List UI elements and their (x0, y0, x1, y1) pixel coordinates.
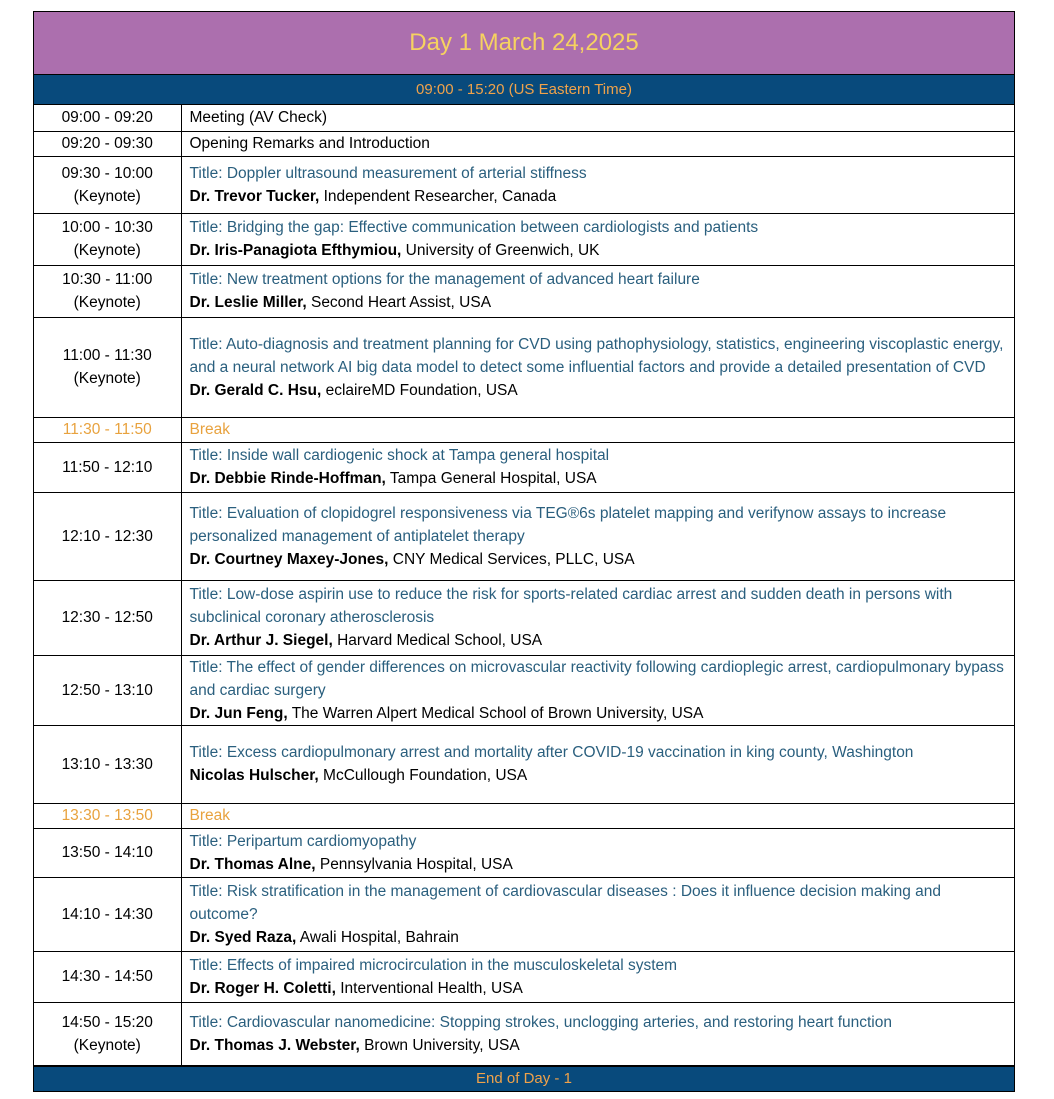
speaker-line (190, 291, 1009, 314)
keynote-label: (Keynote) (73, 187, 141, 205)
time-cell (34, 655, 181, 725)
time-range: 14:50 - 15:20 (61, 1013, 153, 1031)
speaker-affiliation: University of Greenwich, UK (401, 242, 600, 259)
time-cell (34, 951, 181, 1002)
session-row (34, 213, 1014, 265)
time-range: 13:30 - 13:50 (61, 807, 153, 824)
session-label: Opening Remarks and Introduction (189, 135, 430, 152)
speaker-line (190, 548, 1009, 571)
speaker-name: Dr. Courtney Maxey-Jones, (189, 550, 389, 568)
session-cell (181, 492, 1014, 580)
speaker-name: Nicolas Hulscher, (189, 767, 319, 784)
session-row (34, 265, 1014, 317)
speaker-affiliation: Second Heart Assist, USA (306, 294, 492, 311)
speaker-name: Dr. Thomas Alne, (189, 855, 316, 873)
talk-title: Title: Risk stratification in the management of cardiovascular diseases : Does it influence decision making and outcome? (189, 882, 942, 923)
end-of-day-band: End of Day - 1 (34, 1066, 1014, 1091)
speaker-name: Dr. Gerald C. Hsu, (189, 381, 322, 399)
talk-title: Title: Low-dose aspirin use to reduce the risk for sports-related cardiac arrest and sudden death in persons with subclinical coronary atherosclerosis (189, 586, 953, 626)
speaker-line (190, 239, 1009, 262)
speaker-name: Dr. Leslie Miller, (189, 294, 307, 311)
talk-title: Title: Auto-diagnosis and treatment planning for CVD using pathophysiology, statistics, engineering viscoplastic energy, and a neural network AI big data model to detect some influential factors and provide a detailed presentation of CVD (189, 335, 1004, 376)
session-row (34, 1002, 1014, 1065)
time-cell (34, 877, 181, 951)
session-cell (181, 655, 1014, 725)
speaker-line (190, 467, 1009, 490)
talk-title: Title: Bridging the gap: Effective communication between cardiologists and patients (189, 219, 759, 236)
break-row (34, 803, 1014, 828)
talk-title: Title: Cardiovascular nanomedicine: Stopping strokes, unclogging arteries, and restoring heart function (189, 1013, 892, 1031)
speaker-name: Dr. Thomas J. Webster, (189, 1036, 360, 1054)
session-row (34, 131, 1014, 156)
schedule-table (34, 105, 1014, 1066)
speaker-name: Dr. Jun Feng, (189, 704, 288, 722)
time-range: 09:30 - 10:00 (61, 164, 153, 182)
talk-title: Title: Effects of impaired microcirculation in the musculoskeletal system (189, 956, 678, 974)
time-range: 12:50 - 13:10 (61, 681, 153, 699)
speaker-line (190, 1034, 1009, 1057)
session-cell (181, 828, 1014, 877)
speaker-line (190, 926, 1009, 949)
session-cell (181, 877, 1014, 951)
day-header: Day 1 March 24,2025 (34, 12, 1014, 75)
speaker-name: Dr. Trevor Tucker, (189, 187, 320, 205)
speaker-name: Dr. Roger H. Coletti, (189, 979, 336, 997)
talk-title: Title: Peripartum cardiomyopathy (189, 832, 417, 850)
talk-title: Title: Excess cardiopulmonary arrest and mortality after COVID-19 vaccination in king county, Washington (189, 744, 914, 761)
speaker-affiliation: Pennsylvania Hospital, USA (315, 855, 513, 873)
session-row (34, 828, 1014, 877)
session-cell (181, 725, 1014, 803)
time-cell (34, 417, 181, 442)
keynote-label: (Keynote) (73, 1036, 141, 1054)
keynote-label: (Keynote) (73, 370, 141, 387)
time-range: 11:30 - 11:50 (62, 421, 152, 438)
speaker-name: Dr. Debbie Rinde-Hoffman, (189, 470, 386, 487)
break-label: Break (189, 807, 230, 824)
speaker-affiliation: CNY Medical Services, PLLC, USA (388, 550, 635, 568)
speaker-name: Dr. Arthur J. Siegel, (189, 632, 333, 649)
session-row (34, 156, 1014, 213)
session-row (34, 317, 1014, 417)
keynote-label: (Keynote) (73, 294, 141, 311)
time-cell (34, 442, 181, 492)
session-cell (181, 213, 1014, 265)
session-cell (181, 951, 1014, 1002)
time-cell (34, 131, 181, 156)
session-cell (181, 803, 1014, 828)
speaker-line (190, 764, 1009, 787)
speaker-affiliation: Interventional Health, USA (335, 979, 523, 997)
time-cell (34, 725, 181, 803)
session-row (34, 105, 1014, 131)
session-cell (181, 580, 1014, 655)
speaker-name: Dr. Syed Raza, (189, 928, 297, 946)
time-cell (34, 803, 181, 828)
session-row (34, 655, 1014, 725)
speaker-affiliation: Independent Researcher, Canada (319, 187, 557, 205)
speaker-affiliation: Tampa General Hospital, USA (385, 470, 597, 487)
speaker-line (190, 629, 1009, 652)
time-cell (34, 580, 181, 655)
break-row (34, 417, 1014, 442)
time-cell (34, 492, 181, 580)
speaker-affiliation: McCullough Foundation, USA (318, 767, 528, 784)
talk-title: Title: Evaluation of clopidogrel responsiveness via TEG®6s platelet mapping and verifynow assays to increase personalized management of antiplatelet therapy (189, 504, 947, 545)
time-cell (34, 105, 181, 131)
time-range: 12:10 - 12:30 (61, 527, 153, 545)
time-cell (34, 317, 181, 417)
speaker-affiliation: Brown University, USA (359, 1036, 520, 1054)
session-cell (181, 442, 1014, 492)
talk-title: Title: The effect of gender differences on microvascular reactivity following cardioplegic arrest, cardiopulmonary bypass and cardiac surgery (189, 658, 1004, 699)
session-cell (181, 417, 1014, 442)
time-range: 14:10 - 14:30 (61, 905, 153, 923)
session-row (34, 442, 1014, 492)
time-range: 09:20 - 09:30 (61, 135, 153, 152)
time-range: 11:00 - 11:30 (62, 347, 152, 364)
speaker-affiliation: Awali Hospital, Bahrain (296, 928, 459, 946)
time-cell (34, 265, 181, 317)
speaker-affiliation: eclaireMD Foundation, USA (321, 381, 518, 399)
session-label: Meeting (AV Check) (189, 109, 328, 127)
speaker-line (190, 853, 1009, 876)
speaker-line (190, 185, 1009, 208)
talk-title: Title: Doppler ultrasound measurement of arterial stiffness (189, 164, 587, 182)
session-cell (181, 156, 1014, 213)
session-row (34, 877, 1014, 951)
time-cell (34, 1002, 181, 1065)
time-range: 11:50 - 12:10 (62, 458, 153, 476)
time-range: 10:30 - 11:00 (62, 271, 153, 288)
session-row (34, 580, 1014, 655)
speaker-line (190, 702, 1009, 725)
session-cell (181, 317, 1014, 417)
time-range: 09:00 - 09:20 (61, 109, 153, 127)
session-row (34, 951, 1014, 1002)
break-label: Break (189, 421, 230, 438)
speaker-affiliation: The Warren Alpert Medical School of Brown University, USA (287, 704, 704, 722)
keynote-label: (Keynote) (73, 242, 141, 259)
speaker-name: Dr. Iris-Panagiota Efthymiou, (189, 242, 402, 259)
time-range: 14:30 - 14:50 (61, 968, 153, 985)
speaker-line (190, 977, 1009, 1000)
session-cell (181, 1002, 1014, 1065)
time-range: 13:50 - 14:10 (61, 844, 153, 861)
time-range: 10:00 - 10:30 (61, 219, 153, 236)
schedule-frame (33, 11, 1015, 1092)
talk-title: Title: New treatment options for the management of advanced heart failure (189, 271, 700, 288)
time-range: 12:30 - 12:50 (61, 609, 153, 626)
time-cell (34, 156, 181, 213)
session-cell (181, 131, 1014, 156)
session-cell (181, 265, 1014, 317)
session-cell (181, 105, 1014, 131)
session-row (34, 725, 1014, 803)
time-cell (34, 213, 181, 265)
time-range-band: 09:00 - 15:20 (US Eastern Time) (34, 75, 1014, 105)
speaker-line (190, 379, 1009, 402)
talk-title: Title: Inside wall cardiogenic shock at Tampa general hospital (189, 447, 610, 464)
session-row (34, 492, 1014, 580)
time-range: 13:10 - 13:30 (61, 755, 153, 773)
time-cell (34, 828, 181, 877)
speaker-affiliation: Harvard Medical School, USA (332, 632, 543, 649)
